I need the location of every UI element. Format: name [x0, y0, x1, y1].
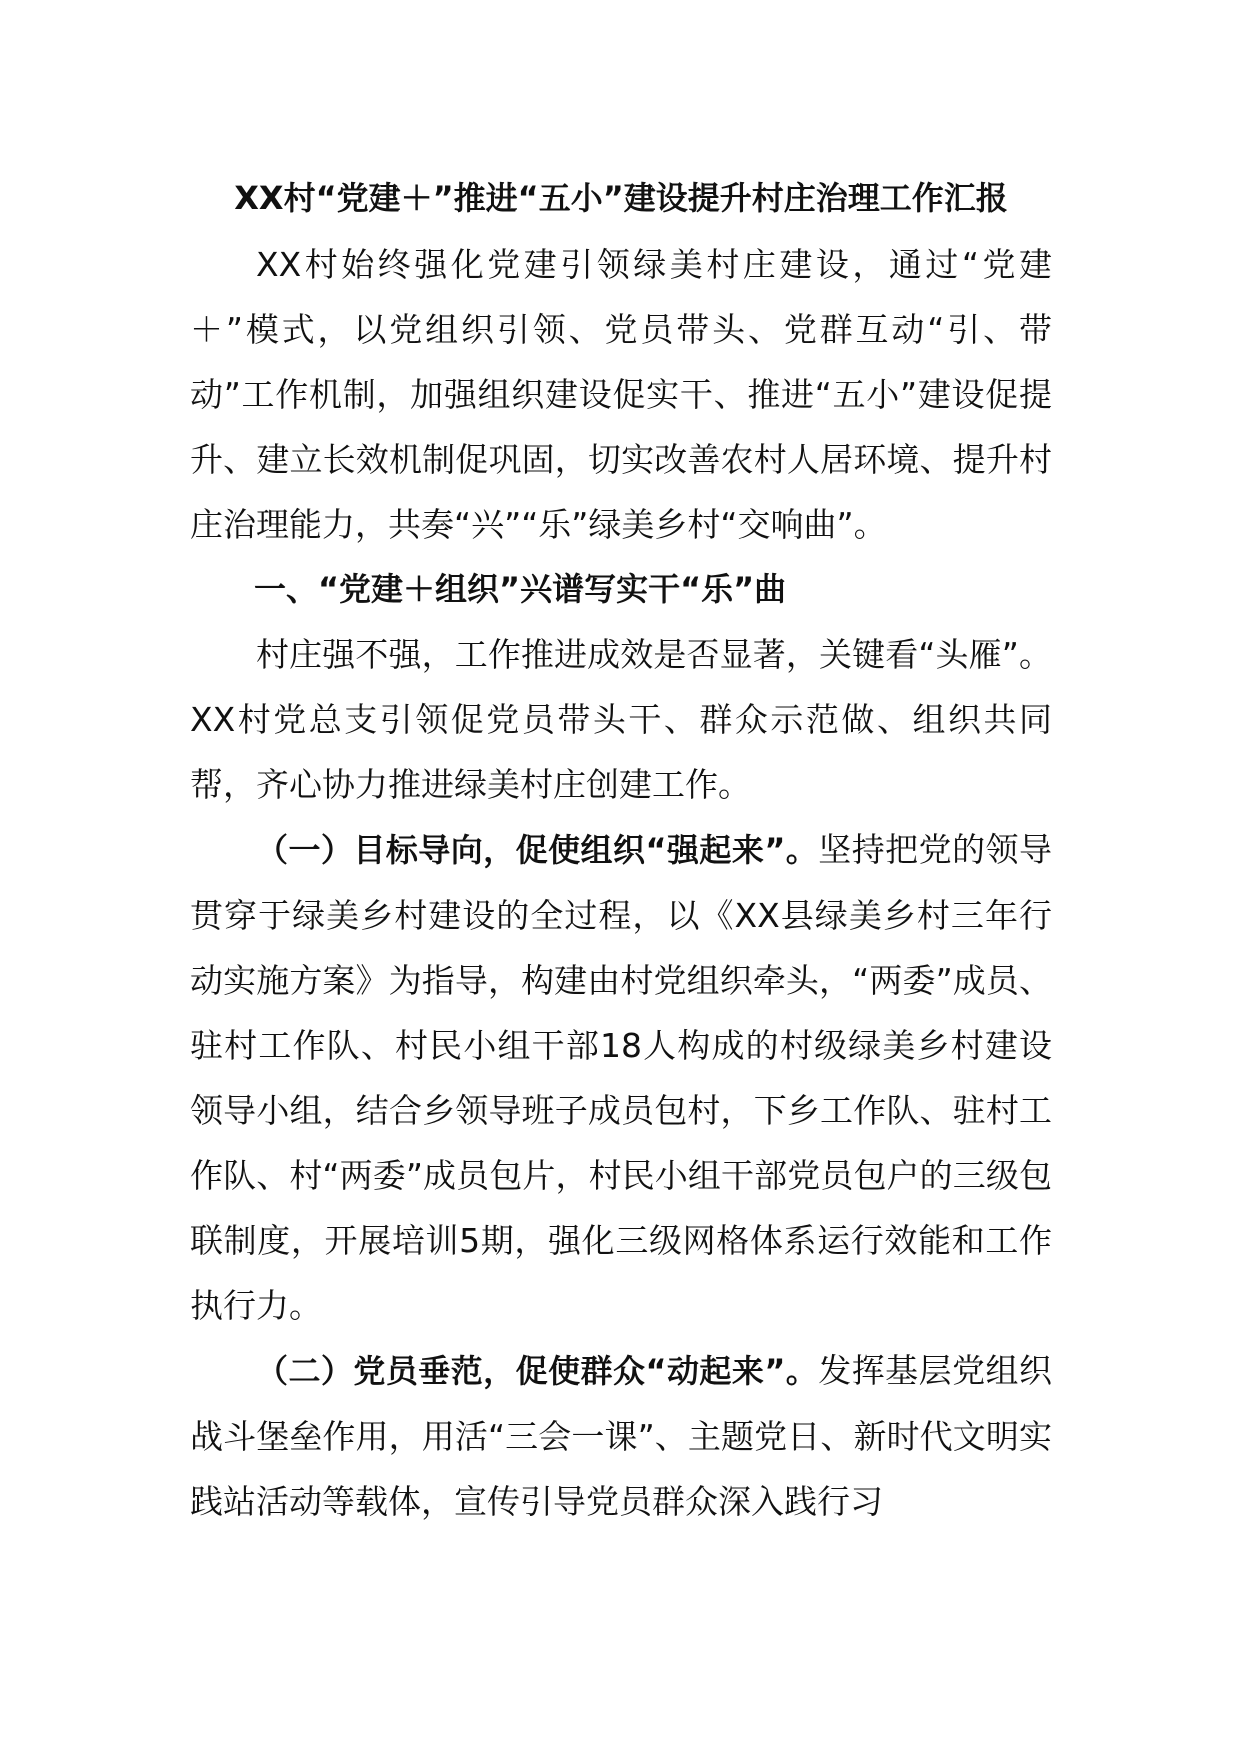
- subsection-paragraph-2: [190, 1338, 1052, 1534]
- subsection-text-1: 坚持把党的领导贯穿于绿美乡村建设的全过程，以《XX县绿美乡村三年行动实施方案》为指导，构建由村党组织牵头，“两委”成员、驻村工作队、村民小组干部18人构成的村级绿美乡村建设领导小组，结合乡领导班子成员包村，下乡工作队、驻村工作队、村“两委”成员包片，村民小组干部党员包户的三级包联制度，开展培训5期，强化三级网格体系运行效能和工作执行力。: [190, 830, 1052, 1325]
- subsection-text-2: 发挥基层党组织战斗堡垒作用，用活“三会一课”、主题党日、新时代文明实践站活动等载体，宣传引导党员群众深入践行习: [190, 1351, 1052, 1521]
- subsection-lead-2: （二）党员垂范，促使群众“动起来”。: [256, 1352, 819, 1390]
- intro-paragraph: XX村始终强化党建引领绿美村庄建设，通过“党建＋”模式，以党组织引领、党员带头、党群互动“引、带动”工作机制，加强组织建设促实干、推进“五小”建设促提升、建立长效机制促巩固，切实改善农村人居环境、提升村庄治理能力，共奏“兴”“乐”绿美乡村“交响曲”。: [190, 245, 1052, 544]
- document-body: [190, 232, 1052, 1534]
- section-paragraph: 村庄强不强，工作推进成效是否显著，关键看“头雁”。XX村党总支引领促党员带头干、群众示范做、组织共同帮，齐心协力推进绿美村庄创建工作。: [190, 635, 1052, 804]
- section-heading: 一、“党建＋组织”兴谱写实干“乐”曲: [254, 570, 787, 608]
- document-title: XX村“党建＋”推进“五小”建设提升村庄治理工作汇报: [234, 179, 1008, 217]
- subsection-paragraph-1: [190, 817, 1052, 1338]
- subsection-lead-1: （一）目标导向，促使组织“强起来”。: [256, 831, 819, 869]
